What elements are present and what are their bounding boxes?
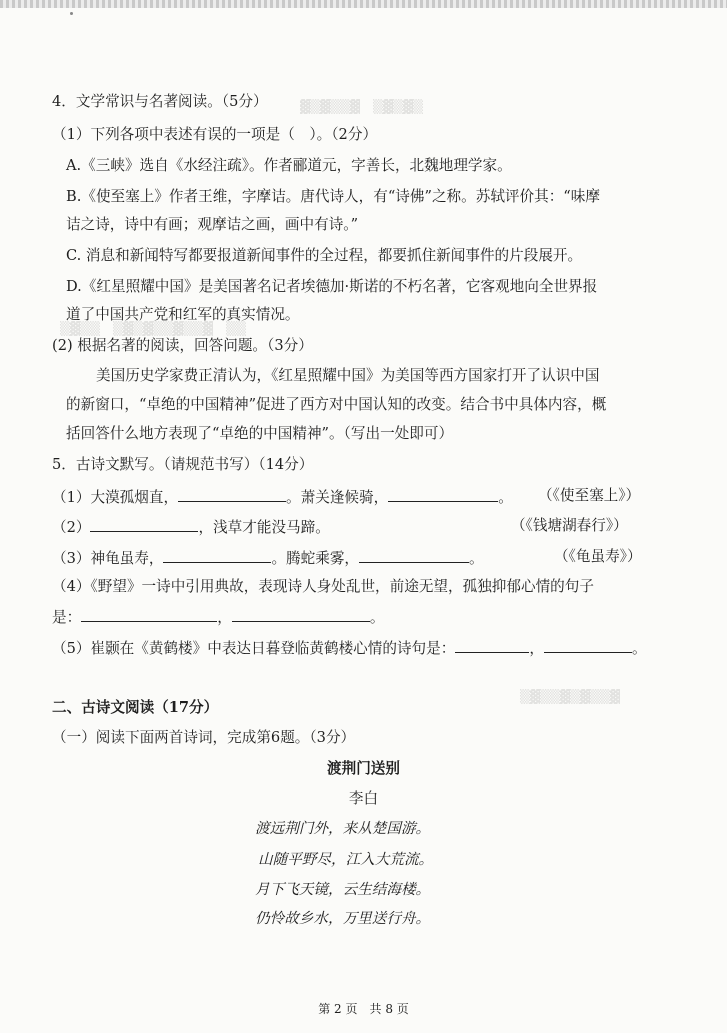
q5-line2-source: （《钱塘湖春行》）	[511, 517, 628, 534]
bleed-through-text: ▒▓▒▒▓▒▓▒▒▓	[520, 690, 620, 705]
section2-heading: 二、古诗文阅读（17分）	[52, 699, 219, 716]
q5-line1-text-b: 。萧关逢候骑，	[286, 489, 389, 506]
poem-line-3: 月下飞天镜，云生结海楼。	[255, 881, 431, 898]
q5-line5	[52, 638, 647, 658]
scan-speck	[70, 12, 73, 15]
q4-part2-stem: (2) 根据名著的阅读，回答问题。（3分）	[52, 337, 313, 354]
q4-part2-text-line2: 的新窗口，“卓绝的中国精神”促进了西方对中国认知的改变。结合书中具体内容，概	[66, 396, 607, 413]
q5-line3-text-b: 。腾蛇乘雾，	[271, 550, 360, 567]
q5-line1	[52, 487, 513, 507]
q5-line4-text-c: ，	[217, 609, 232, 626]
q4-option-c: C. 消息和新闻特写都要报道新闻事件的全过程，都要抓住新闻事件的片段展开。	[66, 247, 583, 264]
q4-option-a: A.《三峡》选自《水经注疏》。作者郦道元，字善长，北魏地理学家。	[66, 157, 512, 174]
q5-line2	[52, 517, 330, 537]
poem-line-1: 渡远荆门外，来从楚国游。	[255, 820, 431, 837]
answer-blank[interactable]	[455, 638, 529, 653]
answer-blank[interactable]	[232, 607, 370, 622]
q5-line3-source: （《龟虽寿》）	[554, 548, 642, 565]
answer-blank[interactable]	[544, 638, 632, 653]
q4-option-d-line1: D.《红星照耀中国》是美国著名记者埃德加·斯诺的不朽名著，它客观地向全世界报	[66, 278, 598, 295]
q5-line4-answer	[52, 607, 384, 627]
answer-blank[interactable]	[178, 487, 286, 502]
poem-author: 李白	[348, 790, 379, 807]
q4-heading: 4．文学常识与名著阅读。（5分）	[52, 93, 268, 110]
page-footer: 第 2 页 共 8 页	[318, 1002, 409, 1016]
q4-option-d-line2: 道了中国共产党和红军的真实情况。	[66, 306, 300, 323]
section2-subheading: （一）阅读下面两首诗词，完成第6题。（3分）	[52, 729, 356, 746]
answer-blank[interactable]	[90, 517, 198, 532]
q5-line4-text-b: 是：	[52, 609, 82, 626]
answer-blank[interactable]	[388, 487, 498, 502]
q5-line3-text-c: 。	[469, 550, 484, 567]
q5-line4-text-d: 。	[369, 609, 385, 626]
q4-part2-text-line3: 括回答什么地方表现了“卓绝的中国精神”。（写出一处即可）	[66, 425, 454, 442]
q4-option-b-line2: 诘之诗，诗中有画；观摩诘之画，画中有诗。”	[66, 216, 359, 233]
bleed-through-text: ▒▓▒▒ ▒▓▒▓▒▒▓▒▒▓ ▒▒	[60, 322, 246, 337]
q5-line5-text-c: 。	[631, 640, 647, 657]
q4-part2-text-line1: 美国历史学家费正清认为，《红星照耀中国》为美国等西方国家打开了认识中国	[96, 367, 600, 384]
poem-line-4: 仍怜故乡水，万里送行舟。	[255, 910, 431, 927]
q5-line2-text-b: ，浅草才能没马蹄。	[198, 519, 330, 536]
answer-blank[interactable]	[81, 607, 217, 622]
q5-line5-text-a: （5）崔颢在《黄鹤楼》中表达日暮登临黄鹤楼心情的诗句是：	[52, 640, 456, 657]
q4-part1-stem: （1）下列各项中表述有误的一项是（ ）。（2分）	[52, 126, 378, 143]
scan-top-edge	[0, 0, 727, 8]
q5-heading: 5．古诗文默写。（请规范书写）（14分）	[52, 456, 314, 473]
answer-blank[interactable]	[359, 548, 469, 563]
answer-blank[interactable]	[163, 548, 271, 563]
q5-line3-text-a: （3）神龟虽寿，	[52, 550, 164, 567]
bleed-through-text: ▓▒▓▒▒▓ ▒▓▒▓▒	[300, 100, 423, 115]
q5-line1-text-a: （1）大漠孤烟直，	[52, 489, 179, 506]
poem-title: 渡荆门送别	[327, 760, 400, 777]
q5-line2-text-a: （2）	[52, 519, 91, 536]
q5-line1-source: （《使至塞上》）	[538, 487, 641, 504]
q4-option-b-line1: B.《使至塞上》作者王维，字摩诘。唐代诗人，有“诗佛”之称。苏轼评价其：“味摩	[66, 188, 600, 205]
q5-line3	[52, 548, 484, 568]
q5-line1-text-c: 。	[498, 489, 513, 506]
q5-line4-text-a: （4）《野望》一诗中引用典故，表现诗人身处乱世，前途无望，孤独抑郁心情的句子	[52, 578, 594, 595]
q5-line5-text-b: ，	[529, 640, 544, 657]
poem-line-2: 山随平野尽，江入大荒流。	[258, 851, 434, 868]
